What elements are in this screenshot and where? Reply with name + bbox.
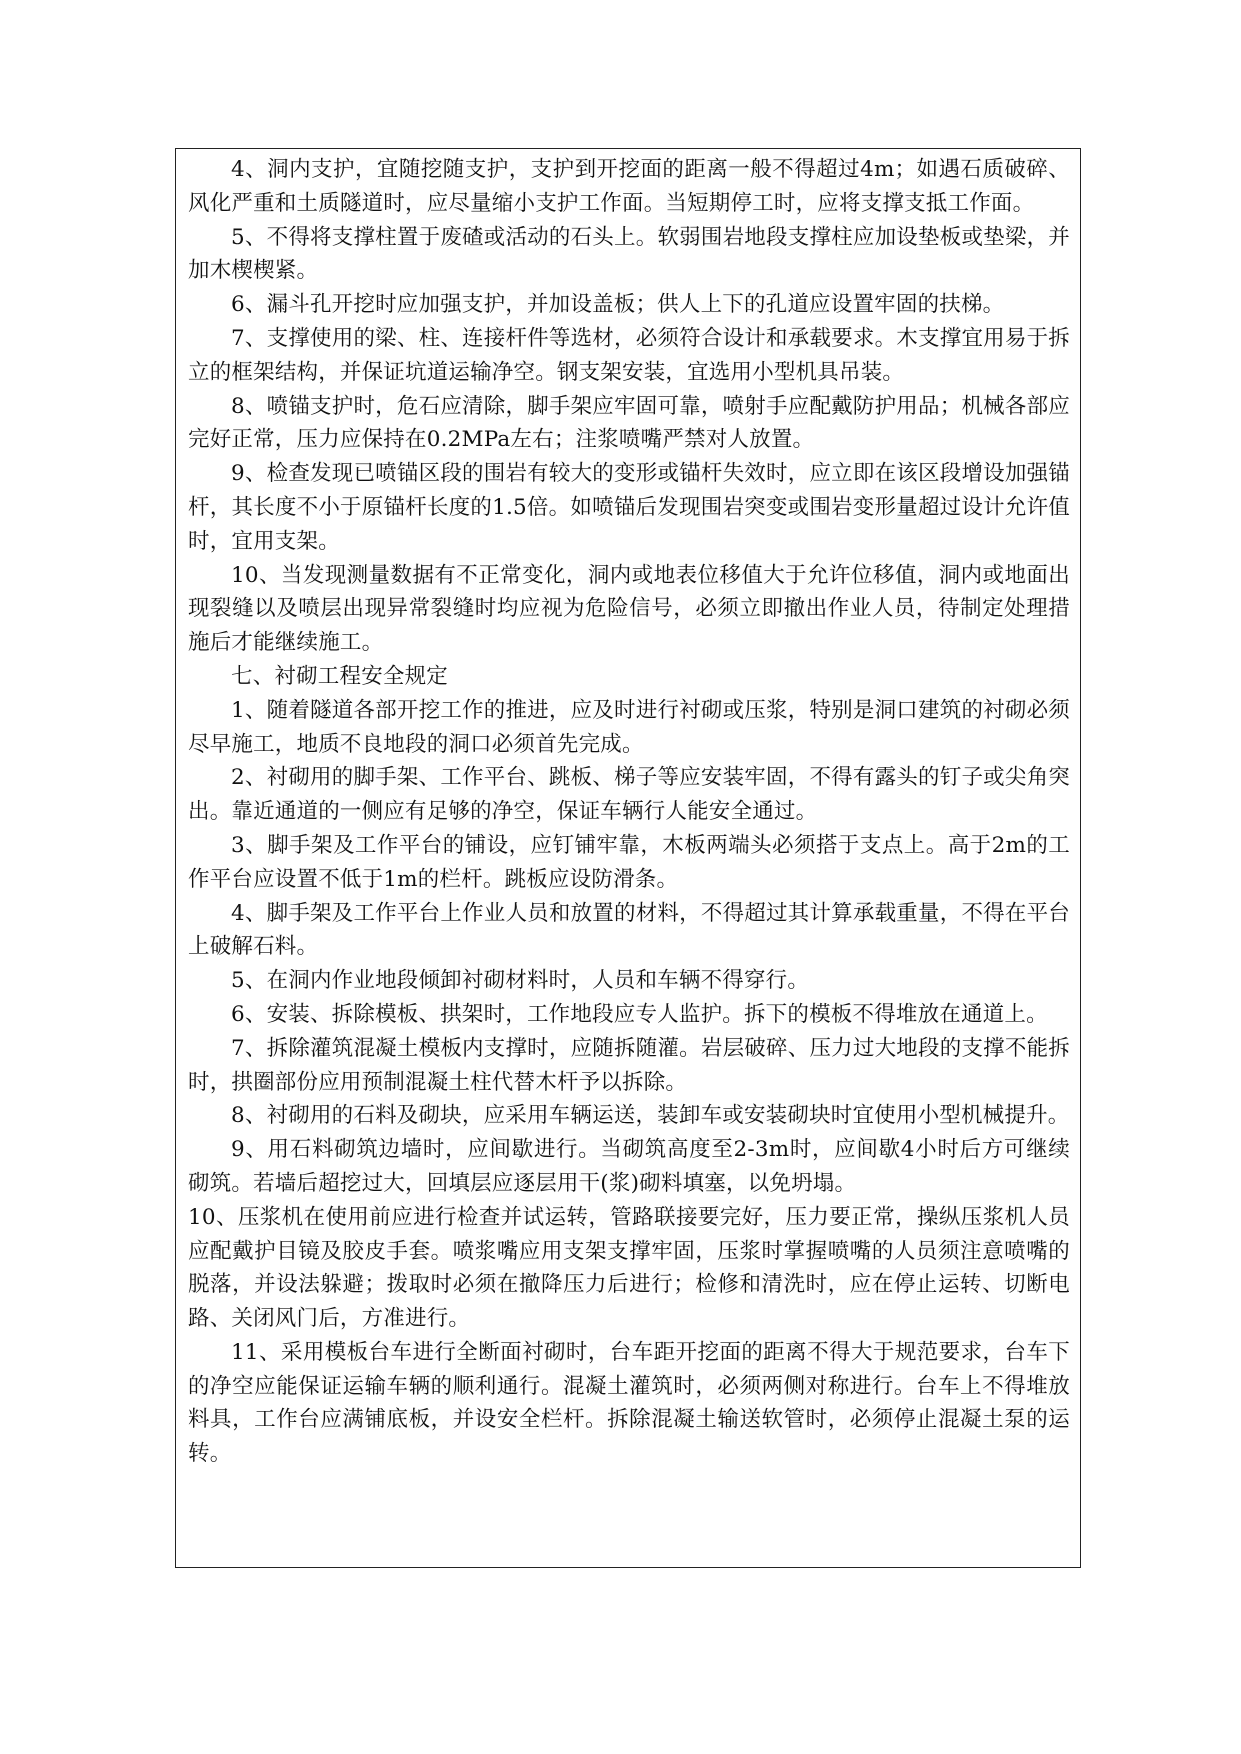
paragraph-support-6: 6、漏斗孔开挖时应加强支护，并加设盖板；供人上下的孔道应设置牢固的扶梯。 <box>231 292 1005 318</box>
paragraph-lining-9: 9、用石料砌筑边墙时，应间歇进行。当砌筑高度至2-3m时，应间歇4小时后方可继续砌筑。若墙后超挖过大，回填层应逐层用干(浆)砌料填塞，以免坍塌。 <box>188 1137 1070 1196</box>
paragraph-support-4: 4、洞内支护，宜随挖随支护，支护到开挖面的距离一般不得超过4m；如遇石质破碎、风化严重和土质隧道时，应尽量缩小支护工作面。当短期停工时，应将支撑支抵工作面。 <box>188 157 1070 216</box>
paragraph-support-8: 8、喷锚支护时，危石应清除，脚手架应牢固可靠，喷射手应配戴防护用品；机械各部应完好正常，压力应保持在0.2MPa左右；注浆喷嘴严禁对人放置。 <box>188 393 1070 453</box>
paragraph-lining-7: 7、拆除灌筑混凝土模板内支撑时，应随拆随灌。岩层破碎、压力过大地段的支撑不能拆时，拱圈部份应用预制混凝土柱代替木杆予以拆除。 <box>188 1035 1070 1095</box>
paragraph-lining-5: 5、在洞内作业地段倾卸衬砌材料时，人员和车辆不得穿行。 <box>231 968 810 994</box>
paragraph-lining-10: 10、压浆机在使用前应进行检查并试运转，管路联接要完好，压力要正常，操纵压浆机人员应配戴护目镜及胶皮手套。喷浆嘴应用支架支撑牢固，压浆时掌握喷嘴的人员须注意喷嘴的脱落，并设法躲避；拨取时必须在撤降压力后进行；检修和清洗时，应在停止运转、切断电路、关闭风门后，方准进行。 <box>188 1204 1070 1332</box>
paragraph-lining-8: 8、衬砌用的石料及砌块，应采用车辆运送，装卸车或安装砌块时宜使用小型机械提升。 <box>231 1103 1070 1129</box>
section-heading-lining: 七、衬砌工程安全规定 <box>231 663 449 689</box>
paragraph-support-7: 7、支撑使用的梁、柱、连接杆件等选材，必须符合设计和承载要求。木支撑宜用易于拆立的框架结构，并保证坑道运输净空。钢支架安装，宜选用小型机具吊装。 <box>188 325 1070 385</box>
paragraph-lining-6: 6、安装、拆除模板、拱架时，工作地段应专人监护。拆下的模板不得堆放在通道上。 <box>231 1001 1048 1027</box>
paragraph-lining-4: 4、脚手架及工作平台上作业人员和放置的材料，不得超过其计算承载重量，不得在平台上破解石料。 <box>188 900 1070 960</box>
paragraph-lining-11: 11、采用模板台车进行全断面衬砌时，台车距开挖面的距离不得大于规范要求，台车下的净空应能保证运输车辆的顺利通行。混凝土灌筑时，必须两侧对称进行。台车上不得堆放料具，工作台应满铺底板，并设安全栏杆。拆除混凝土输送软管时，必须停止混凝土泵的运转。 <box>188 1339 1070 1467</box>
paragraph-support-9: 9、检查发现已喷锚区段的围岩有较大的变形或锚杆失效时，应立即在该区段增设加强锚杆，其长度不小于原锚杆长度的1.5倍。如喷锚后发现围岩突变或围岩变形量超过设计允许值时，宜用支架。 <box>188 461 1070 554</box>
paragraph-lining-1: 1、随着隧道各部开挖工作的推进，应及时进行衬砌或压浆，特别是洞口建筑的衬砌必须尽早施工，地质不良地段的洞口必须首先完成。 <box>188 697 1070 757</box>
paragraph-support-10: 10、当发现测量数据有不正常变化，洞内或地表位移值大于允许位移值，洞内或地面出现裂缝以及喷层出现异常裂缝时均应视为危险信号，必须立即撤出作业人员，待制定处理措施后才能继续施工。 <box>188 562 1070 656</box>
paragraph-lining-3: 3、脚手架及工作平台的铺设，应钉铺牢靠，木板两端头必须搭于支点上。高于2m的工作平台应设置不低于1m的栏杆。跳板应设防滑条。 <box>188 832 1070 892</box>
paragraph-support-5: 5、不得将支撑柱置于废碴或活动的石头上。软弱围岩地段支撑柱应加设垫板或垫梁，并加木楔楔紧。 <box>188 224 1070 284</box>
paragraph-lining-2: 2、衬砌用的脚手架、工作平台、跳板、梯子等应安装牢固，不得有露头的钉子或尖角突出。靠近通道的一侧应有足够的净空，保证车辆行人能安全通过。 <box>188 765 1070 825</box>
table-cell-frame <box>175 148 1081 1568</box>
